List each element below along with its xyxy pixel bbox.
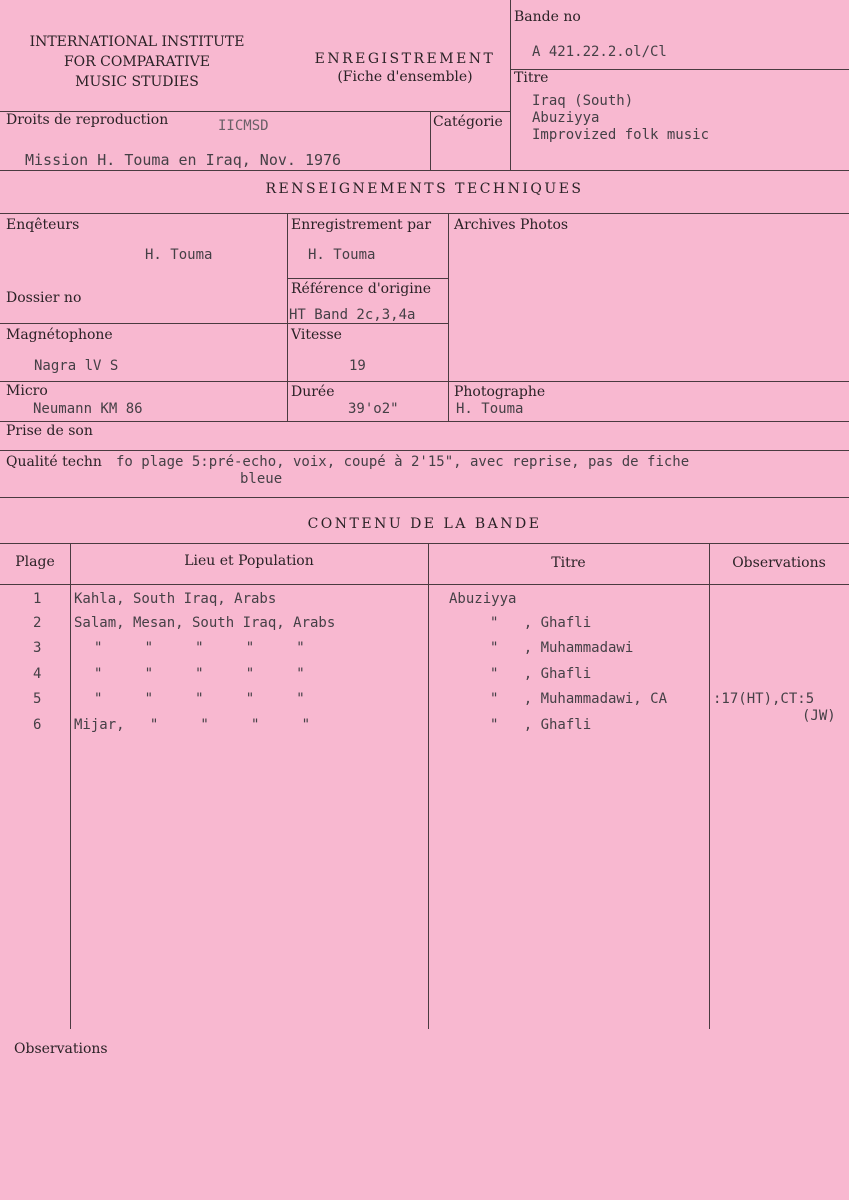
magnetophone-label: Magnétophone — [6, 327, 113, 343]
rule — [0, 450, 849, 451]
form-subtitle: (Fiche d'ensemble) — [337, 69, 473, 85]
droits-label: Droits de reproduction — [6, 112, 169, 128]
titre-line: Abuziyya — [532, 110, 600, 126]
row-plage: 2 — [33, 615, 42, 631]
rule — [428, 543, 429, 1029]
row-plage: 5 — [33, 691, 42, 707]
rule — [287, 323, 448, 324]
mission-text: Mission H. Touma en Iraq, Nov. 1976 — [25, 151, 342, 169]
institute-line: MUSIC STUDIES — [75, 74, 199, 90]
titre-line: Improvized folk music — [532, 127, 710, 143]
qualite-line: bleue — [240, 471, 283, 487]
row-observation-extra: (JW) — [802, 708, 836, 724]
vitesse-value: 19 — [349, 358, 366, 374]
row-plage: 3 — [33, 640, 42, 656]
micro-label: Micro — [6, 383, 48, 399]
rule — [0, 170, 849, 171]
categorie-label: Catégorie — [433, 114, 503, 130]
photographe-label: Photographe — [454, 384, 546, 400]
institute-line: INTERNATIONAL INSTITUTE — [29, 34, 245, 50]
rule — [287, 278, 448, 279]
institute-line: FOR COMPARATIVE — [63, 54, 211, 70]
row-titre: " , Muhammadawi, CA — [490, 691, 668, 707]
row-titre: " , Muhammadawi — [490, 640, 634, 656]
micro-value: Neumann KM 86 — [33, 401, 143, 417]
enqueteurs-value: H. Touma — [145, 247, 213, 263]
row-titre: " , Ghafli — [490, 717, 592, 733]
titre-line: Iraq (South) — [532, 93, 634, 109]
tech-section-title: RENSEIGNEMENTS TECHNIQUES — [265, 181, 584, 197]
titre-lines — [532, 93, 709, 144]
vitesse-label: Vitesse — [291, 327, 342, 343]
photographe-value: H. Touma — [456, 401, 524, 417]
row-plage: 6 — [33, 717, 42, 733]
rule — [0, 381, 849, 382]
enregistrement-label: Enregistrement par — [291, 217, 432, 233]
rule — [0, 497, 849, 498]
row-observation: :17(HT),CT:5 — [713, 691, 815, 707]
row-lieu: Salam, Mesan, South Iraq, Arabs — [74, 615, 336, 631]
content-section-title: CONTENU DE LA BANDE — [307, 516, 542, 532]
rule — [510, 69, 849, 70]
row-lieu: " " " " " — [94, 640, 305, 656]
row-plage: 1 — [33, 591, 42, 607]
row-titre: Abuziyya — [449, 591, 517, 607]
rule — [448, 213, 449, 421]
row-titre: " , Ghafli — [490, 615, 592, 631]
row-lieu: " " " " " — [94, 666, 305, 682]
reference-value: HT Band 2c,3,4a — [289, 307, 416, 323]
magnetophone-value: Nagra lV S — [34, 358, 119, 374]
rule — [0, 213, 849, 214]
rule — [510, 0, 511, 170]
row-lieu: Kahla, South Iraq, Arabs — [74, 591, 277, 607]
enqueteurs-label: Enqêteurs — [6, 217, 80, 233]
row-lieu: " " " " " — [94, 691, 305, 707]
row-plage: 4 — [33, 666, 42, 682]
qualite-line: fo plage 5:pré-echo, voix, coupé à 2'15", avec reprise, pas de fiche — [116, 454, 690, 470]
rule — [287, 213, 288, 421]
row-lieu: Mijar, " " " " — [74, 717, 311, 733]
bande-value: A 421.22.2.ol/Cl — [532, 44, 667, 60]
bande-label: Bande no — [514, 9, 581, 25]
rule — [709, 543, 710, 1029]
rule — [0, 323, 287, 324]
rule — [0, 584, 849, 585]
prise-label: Prise de son — [6, 423, 93, 439]
rule — [0, 543, 849, 544]
column-header-plage: Plage — [15, 554, 55, 570]
archives-label: Archives Photos — [454, 217, 569, 233]
duree-value: 39'o2" — [348, 401, 399, 417]
titre-label: Titre — [514, 70, 549, 86]
observations-label: Observations — [14, 1041, 108, 1057]
column-header-observations: Observations — [732, 555, 826, 571]
form-title: ENREGISTREMENT — [314, 51, 496, 67]
institute-name — [8, 32, 266, 92]
qualite-label: Qualité techn — [6, 454, 102, 470]
reference-label: Référence d'origine — [291, 281, 432, 297]
column-header-titre: Titre — [551, 555, 586, 571]
row-titre: " , Ghafli — [490, 666, 592, 682]
dossier-label: Dossier no — [6, 290, 82, 306]
rule — [0, 421, 849, 422]
column-header-lieu: Lieu et Population — [184, 553, 314, 569]
droits-value: IICMSD — [218, 118, 269, 134]
enregistrement-value: H. Touma — [308, 247, 376, 263]
rule — [430, 111, 431, 170]
rule — [70, 543, 71, 1029]
duree-label: Durée — [291, 384, 335, 400]
